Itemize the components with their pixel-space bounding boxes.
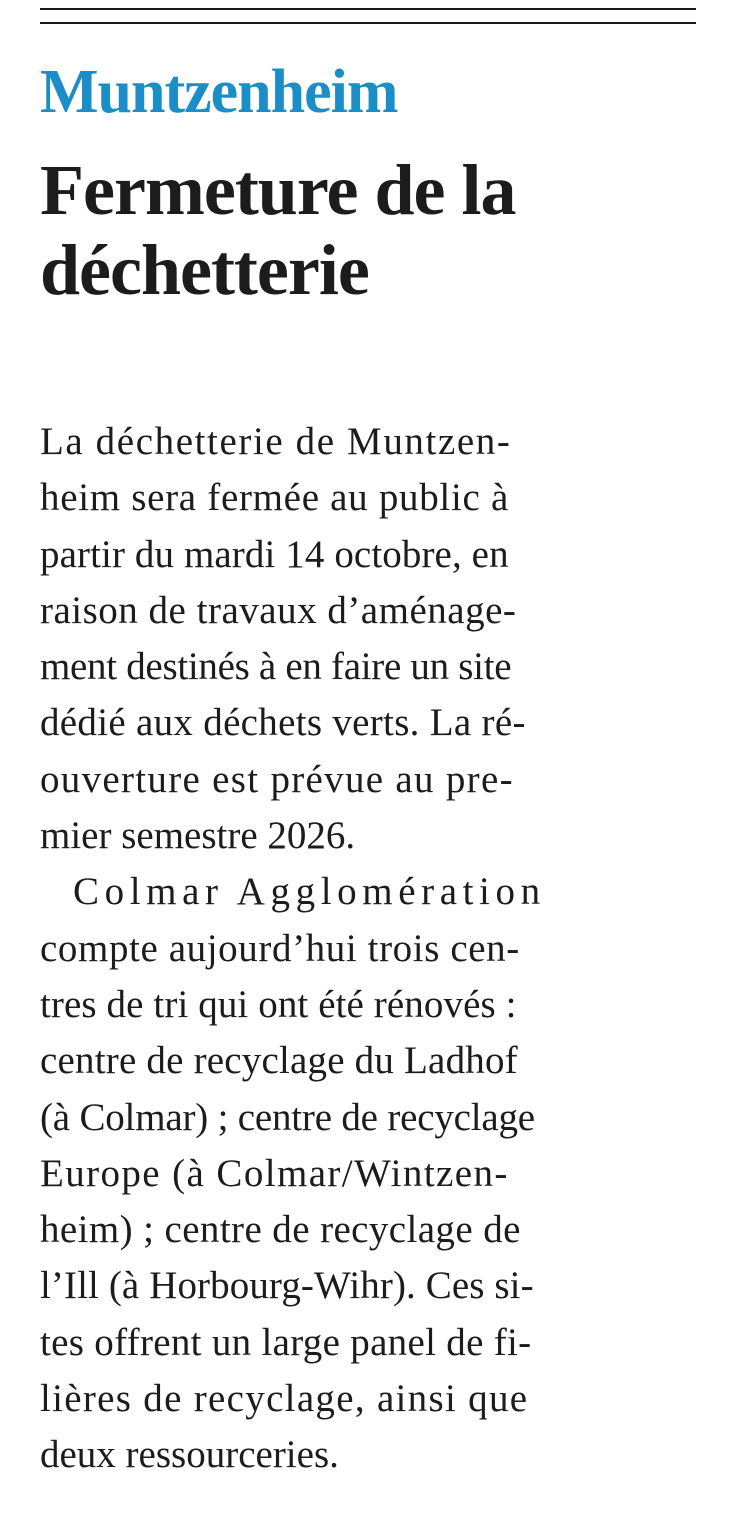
body-line: Colmar Agglomération [73, 870, 546, 914]
body-line: tes offrent un large panel de fi- [40, 1320, 532, 1364]
article-headline [40, 150, 515, 310]
body-line: partir du mardi 14 octobre, en [40, 532, 509, 576]
body-line: tres de tri qui ont été rénovés : [40, 982, 517, 1026]
body-line: ouverture est prévue au pre- [40, 757, 514, 801]
body-line: deux ressourceries. [40, 1433, 339, 1477]
body-line: lières de recyclage, ainsi que [40, 1377, 529, 1421]
body-line: La déchetterie de Muntzen- [40, 420, 512, 463]
body-line: compte aujourd’hui trois cen- [40, 926, 520, 970]
top-rule [40, 8, 696, 10]
top-rule-secondary [40, 22, 696, 24]
body-line: heim) ; centre de recyclage de [40, 1208, 521, 1252]
headline-line: Fermeture de la [40, 150, 516, 230]
body-line: l’Ill (à Horbourg-Wihr). Ces si- [40, 1264, 534, 1308]
body-line: ment destinés à en faire un site [40, 645, 512, 689]
article-body [40, 414, 700, 1484]
body-line: (à Colmar) ; centre de recyclage [40, 1095, 535, 1139]
headline-line: déchetterie [40, 230, 369, 310]
body-line: dédié aux déchets verts. La ré- [40, 701, 526, 745]
body-line: raison de travaux d’aménage- [40, 588, 517, 632]
body-line: centre de recyclage du Ladhof [40, 1039, 518, 1083]
body-line: mier semestre 2026. [40, 814, 356, 858]
location-kicker: Muntzenheim [40, 58, 398, 126]
body-line: Europe (à Colmar/Wintzen- [40, 1151, 509, 1195]
body-line: heim sera fermée au public à [40, 476, 509, 520]
